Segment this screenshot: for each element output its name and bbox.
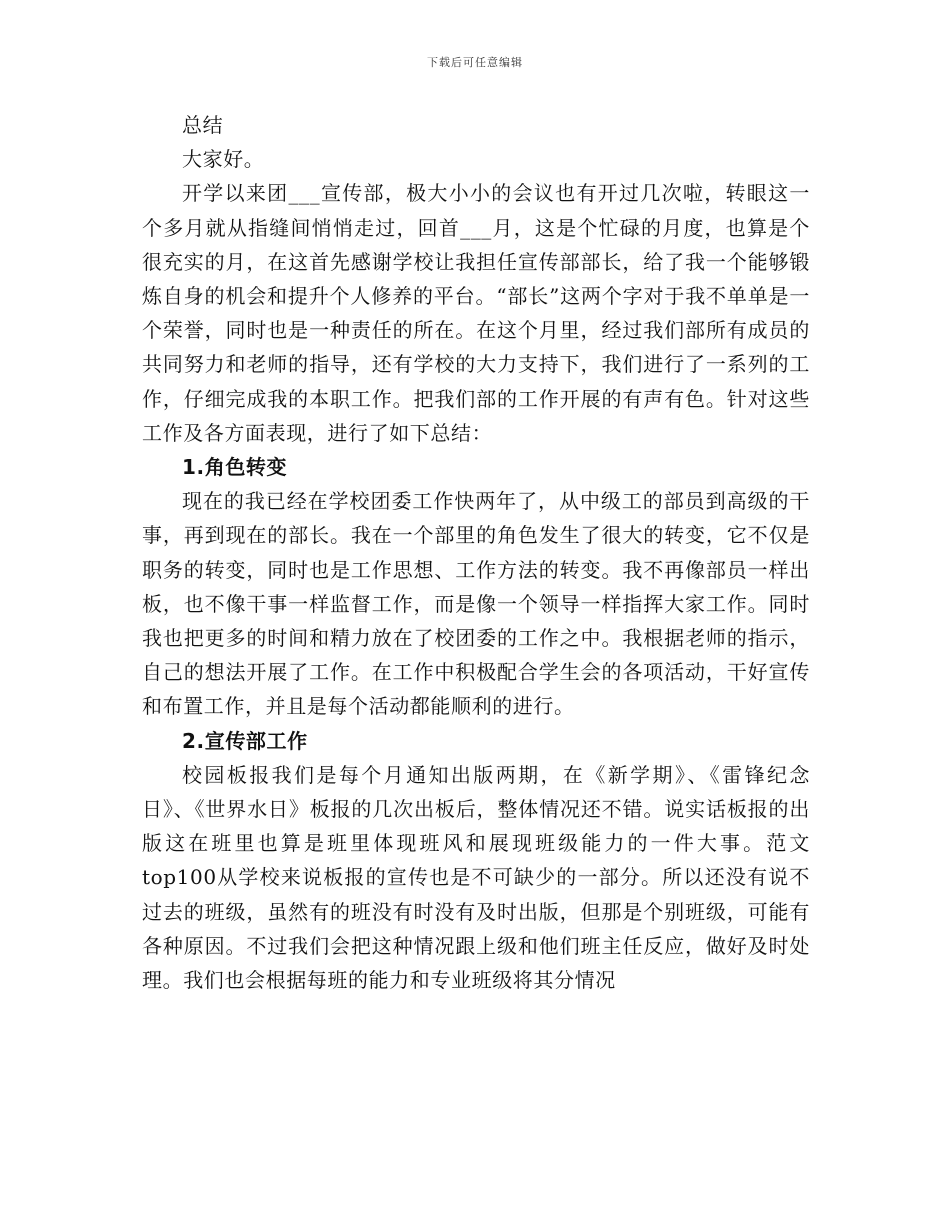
section-heading-role-change: 1.角色转变 [182,455,288,480]
section-paragraph-role-change: 现在的我已经在学校团委工作快两年了，从中级工的部员到高级的干事，再到现在的部长。我在一个部里的角色发生了很大的转变，它不仅是职务的转变，同时也是工作思想、工作方法的转变。我不再像部员一样出板，也不像干事一样监督工作，而是像一个领导一样指挥大家工作。同时我也把更多的时间和精力放在了校团委的工作之中。我根据老师的指示，自己的想法开展了工作。在工作中积极配合学生会的各项活动，干好宣传和布置工作，并且是每个活动都能顺利的进行。 [142,489,810,719]
section-heading-publicity-work: 2.宣传部工作 [182,728,308,753]
greeting-paragraph: 大家好。 [182,147,265,172]
document-body [142,108,810,997]
document-title: 总结 [182,113,224,137]
page-header: 下载后可任意编辑 [427,56,523,69]
section-paragraph-publicity-work: 校园板报我们是每个月通知出版两期，在《新学期》、《雷锋纪念日》、《世界水日》板报的几次出板后，整体情况还不错。说实话板报的出版这在班里也算是班里体现班风和展现班级能力的一件大事。范文top100从学校来说板报的宣传也是不可缺少的一部分。所以还没有说不过去的班级，虽然有的班没有时没有及时出版，但那是个别班级，可能有各种原因。不过我们会把这种情况跟上级和他们班主任反应，做好及时处理。我们也会根据每班的能力和专业班级将其分情况 [142,762,810,993]
intro-paragraph: 开学以来团___宣传部，极大小小的会议也有开过几次啦，转眼这一个多月就从指缝间悄悄走过，回首___月，这是个忙碌的月度，也算是个很充实的月，在这首先感谢学校让我担任宣传部部长，给了我一个能够锻炼自身的机会和提升个人修养的平台。“部长”这两个字对于我不单单是一个荣誉，同时也是一种责任的所在。在这个月里，经过我们部所有成员的共同努力和老师的指导，还有学校的大力支持下，我们进行了一系列的工作，仔细完成我的本职工作。把我们部的工作开展的有声有色。针对这些工作及各方面表现，进行了如下总结： [142,181,810,445]
